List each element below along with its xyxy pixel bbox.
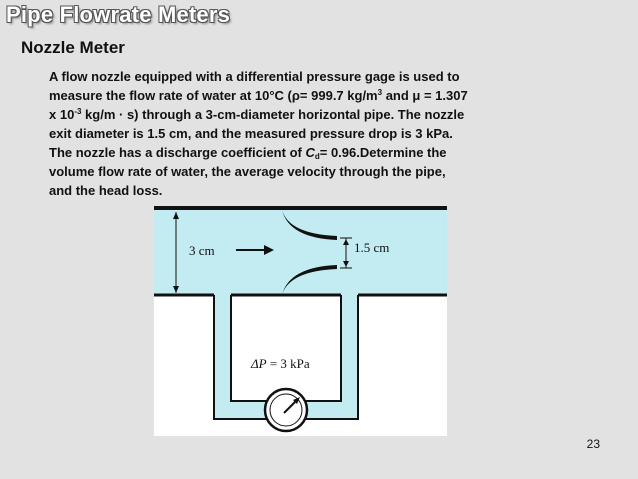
- nozzle-diameter-label: 1.5 cm: [354, 240, 390, 255]
- pressure-drop-label: [250, 356, 310, 371]
- manometer-right-leg: [341, 295, 358, 419]
- problem-text: and μ = 1.307: [382, 88, 468, 103]
- pipe-top-wall: [154, 206, 447, 210]
- subscript: d: [314, 152, 320, 161]
- problem-line: A flow nozzle equipped with a differential pressure gage is used to: [49, 69, 460, 84]
- problem-text: = 0.96.Determine the: [319, 145, 447, 160]
- pipe-diameter-label: 3 cm: [189, 243, 215, 258]
- problem-line: [49, 143, 589, 162]
- pressure-drop-symbol: ΔP: [251, 356, 267, 371]
- problem-line: exit diameter is 1.5 cm, and the measured pressure drop is 3 kPa.: [49, 126, 453, 141]
- superscript: -3: [74, 107, 82, 116]
- slide-title: Pipe Flowrate Meters: [6, 2, 231, 27]
- nozzle-meter-figure: [154, 206, 447, 436]
- pressure-drop-value: = 3 kPa: [266, 356, 310, 371]
- problem-text: x 10: [49, 107, 75, 122]
- problem-text: measure the flow rate of water at 10°C (ρ= 999.7 kg/m: [49, 88, 378, 103]
- problem-text: The nozzle has a discharge coefficient of: [49, 145, 306, 160]
- nozzle-diagram: [154, 206, 447, 436]
- problem-statement: [49, 67, 589, 200]
- superscript: 3: [377, 88, 383, 97]
- problem-line: and the head loss.: [49, 183, 163, 198]
- problem-text: kg/m · s) through a 3-cm-diameter horizontal pipe. The nozzle: [81, 107, 465, 122]
- manometer-left-leg: [214, 295, 231, 419]
- manometer-inner: [231, 295, 341, 401]
- slide-subtitle: Nozzle Meter: [21, 38, 125, 57]
- variable-c: C: [305, 145, 315, 160]
- problem-line: volume flow rate of water, the average velocity through the pipe,: [49, 164, 446, 179]
- problem-line: [49, 86, 589, 105]
- problem-line: [49, 105, 589, 124]
- page-number: 23: [586, 437, 600, 451]
